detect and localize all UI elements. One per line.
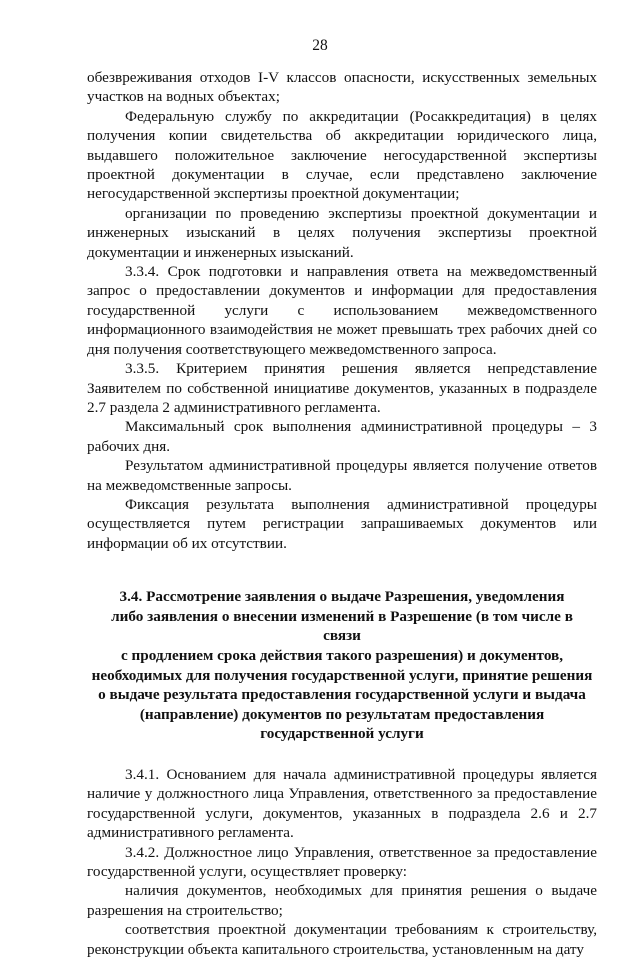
- paragraph: наличия документов, необходимых для принятия решения о выдаче разрешения на строительство;: [87, 882, 597, 919]
- section-heading-3-4: [87, 587, 597, 744]
- paragraph: обезвреживания отходов I-V классов опасности, искусственных земельных участков на водных объектах;: [87, 69, 597, 106]
- paragraph: 3.3.5. Критерием принятия решения является непредставление Заявителем по собственной инициативе документов, указанных в подразделе 2.7 раздела 2 административного регламента.: [87, 360, 597, 416]
- paragraph: соответствия проектной документации требованиям к строительству, реконструкции объекта капитального строительства, установленным на дату: [87, 921, 597, 958]
- paragraph: 3.4.1. Основанием для начала административной процедуры является наличие у должностного лица Управления, ответственного за предоставление государственной услуги, документов, указанных в подраздела 2.6 и 2.7 административного регламента.: [87, 765, 597, 842]
- document-body: [87, 68, 597, 959]
- body-text-bottom: [87, 765, 597, 959]
- heading-line: 3.4. Рассмотрение заявления о выдаче Разрешения, уведомления: [119, 588, 565, 606]
- paragraph: 3.3.4. Срок подготовки и направления ответа на межведомственный запрос о предоставлении документов и информации для предоставления государственной услуги с использованием межведомственного информационного взаимодействия не может превышать трех рабочих дней со дня получения соответствующего межведомственного запроса.: [87, 263, 597, 358]
- paragraph: организации по проведению экспертизы проектной документации и инженерных изысканий в целях получения экспертизы проектной документации и инженерных изысканий.: [87, 204, 597, 261]
- heading-line: о выдаче результата предоставления государственной услуги и выдача: [98, 686, 586, 704]
- body-text-top: [87, 68, 597, 553]
- paragraph: Максимальный срок выполнения административной процедуры – 3 рабочих дня.: [87, 418, 597, 455]
- paragraph: Федеральную службу по аккредитации (Росаккредитация) в целях получения копии свидетельства об аккредитации юридического лица, выдавшего положительное заключение негосударственной экспертизы проектной документации в случае, если представлено заключение негосударственной экспертизы проектной документации;: [87, 107, 597, 203]
- heading-line: необходимых для получения государственной услуги, принятие решения: [91, 666, 593, 684]
- paragraph: Результатом административной процедуры является получение ответов на межведомственные запросы.: [87, 457, 597, 494]
- heading-line: либо заявления о внесении изменений в Разрешение (в том числе в связи: [111, 607, 573, 645]
- heading-line: с продлением срока действия такого разрешения) и документов,: [120, 646, 564, 664]
- page-number: 28: [312, 37, 328, 54]
- heading-line: (направление) документов по результатам предоставления: [139, 705, 545, 723]
- heading-line: государственной услуги: [260, 725, 424, 743]
- paragraph: Фиксация результата выполнения административной процедуры осуществляется путем регистрации запрашиваемых документов или информации об их отсутствии.: [87, 495, 597, 552]
- paragraph: 3.4.2. Должностное лицо Управления, ответственное за предоставление государственной услуги, осуществляет проверку:: [87, 843, 597, 880]
